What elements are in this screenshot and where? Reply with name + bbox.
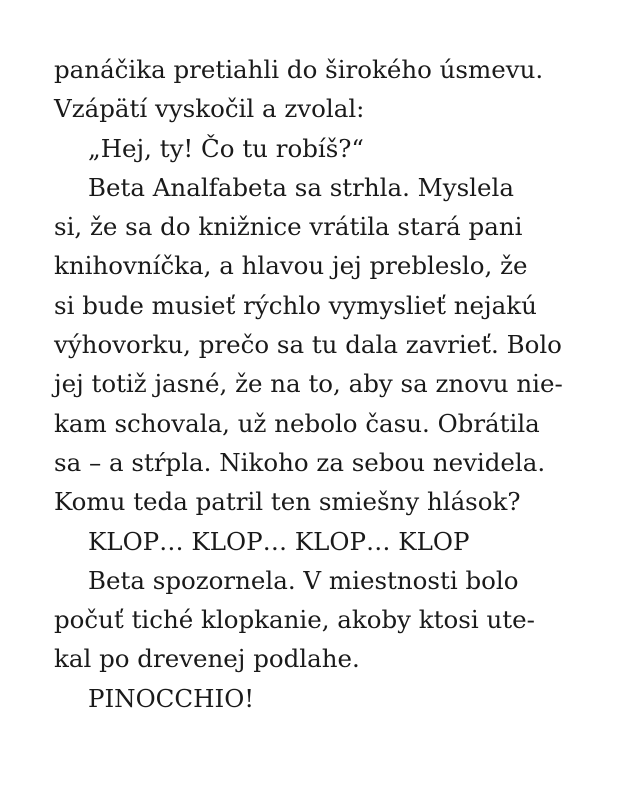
text-line: si, že sa do knižnice vrátila stará pani [54, 212, 523, 242]
text-line: PINOCCHIO! [88, 683, 255, 713]
text-line: Beta Analfabeta sa strhla. Myslela [88, 172, 514, 202]
text-line: Beta spozornela. V miestnosti bolo [88, 565, 519, 595]
text-line: si bude musieť rýchlo vymyslieť nejakú [54, 290, 537, 320]
text-line: sa – a stŕpla. Nikoho za sebou nevidela. [54, 447, 546, 477]
text-line: knihovníčka, a hlavou jej prebleslo, že [54, 251, 528, 281]
text-line: „Hej, ty! Čo tu robíš?“ [88, 133, 364, 163]
text-line: jej totiž jasné, že na to, aby sa znovu nie- [54, 369, 563, 399]
text-line: kam schovala, už nebolo času. Obrátila [54, 408, 540, 438]
text-line: KLOP… KLOP… KLOP… KLOP [88, 526, 470, 556]
text-line: výhovorku, prečo sa tu dala zavrieť. Bolo [54, 330, 562, 360]
text-line: Vzápätí vyskočil a zvolal: [54, 94, 365, 124]
text-line: počuť tiché klopkanie, akoby ktosi ute- [54, 605, 535, 635]
text-line: panáčika pretiahli do širokého úsmevu. [54, 55, 544, 84]
book-page-text [54, 50, 594, 718]
text-line: kal po drevenej podlahe. [54, 644, 360, 674]
text-line: Komu teda patril ten smiešny hlások? [54, 487, 521, 517]
